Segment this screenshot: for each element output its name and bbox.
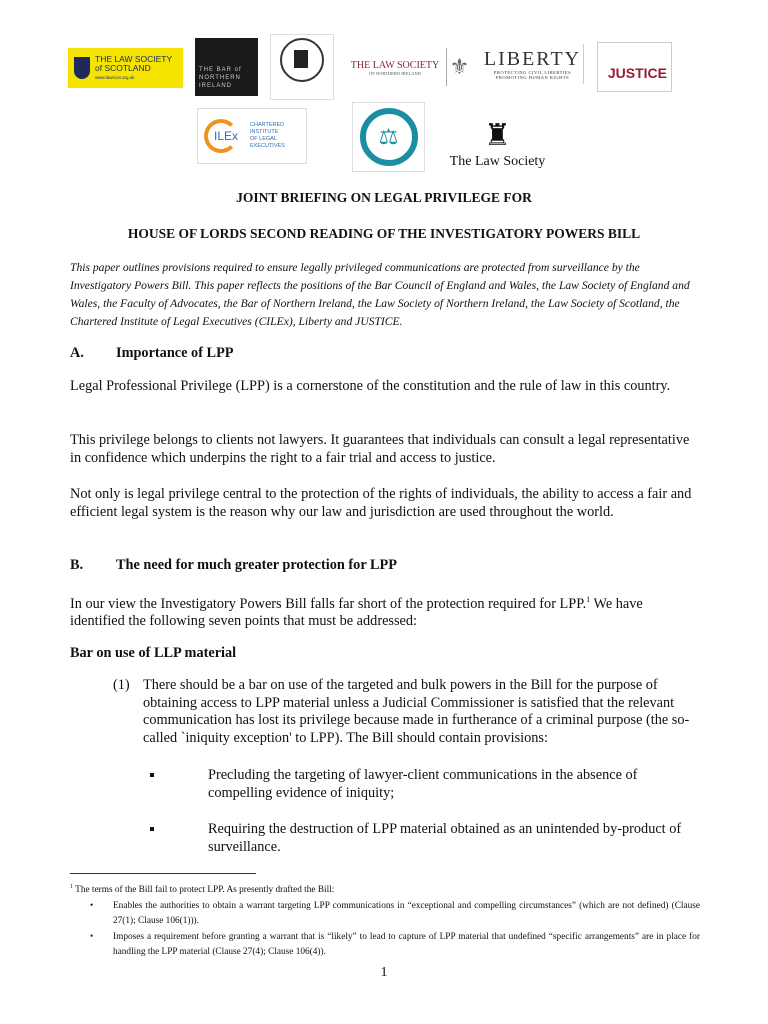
section-number: B.: [70, 557, 84, 573]
faculty-of-advocates-logo: [270, 34, 334, 100]
general-council-bar-logo: [352, 102, 425, 172]
logo-text: OF LEGAL EXECUTIVES: [250, 136, 285, 149]
document-subtitle: HOUSE OF LORDS SECOND READING OF THE INVESTIGATORY POWERS BILL: [127, 226, 641, 241]
paragraph-text: In our view the Investigatory Powers Bill falls far short of the protection required for LPP.: [70, 595, 587, 612]
law-society-ni-logo: [345, 50, 445, 86]
the-law-society-logo: [440, 100, 555, 170]
crest-icon: ⚜: [446, 48, 472, 86]
bullet-icon: •: [90, 900, 94, 911]
section-heading-b: [70, 557, 397, 574]
page-number: 1: [380, 965, 388, 980]
logo-text: PROMOTING HUMAN RIGHTS: [495, 75, 570, 80]
subheading: Bar on use of LLP material: [70, 645, 237, 661]
logo-text: PROTECTING CIVIL LIBERTIES: [493, 70, 572, 75]
footnote-bullet: [70, 899, 700, 930]
bullet-icon: •: [90, 931, 94, 942]
logo-text: The Law Society: [449, 154, 546, 169]
logo-text: of SCOTLAND: [95, 62, 151, 73]
liberty-logo: [482, 44, 584, 84]
logo-text: JUSTICE: [607, 65, 667, 81]
footnote-bullet: [70, 930, 700, 961]
bullet-text: Requiring the destruction of LPP material obtained as an unintended by-product of surveillance.: [208, 821, 682, 855]
paragraph: This privilege belongs to clients not lawyers. It guarantees that individuals can consult a legal representative in confidence which underpins the right to a fair trial and access to justice.: [70, 432, 690, 466]
section-number: A.: [70, 345, 84, 361]
paragraph: Legal Professional Privilege (LPP) is a cornerstone of the constitution and the rule of law in this country.: [70, 378, 671, 394]
seal-icon: [280, 38, 324, 82]
bullet-item: [150, 821, 700, 856]
footnote-bullet-text: Enables the authorities to obtain a warrant targeting LPP communications in “exceptional and compelling circumstances” (which are not defined) (Clause 27(1); Clause 106(1))).: [113, 900, 700, 927]
cilex-logo: [197, 108, 307, 164]
bullet-item: [150, 767, 700, 802]
logo-url: www.lawscot.org.uk: [95, 74, 135, 80]
scales-icon: ⚖: [360, 108, 418, 166]
footnote-number: 1: [70, 884, 73, 890]
paragraph: Not only is legal privilege central to the protection of the rights of individuals, the ability to access a fair and efficient legal system is the reason why our law and jurisdiction are used throughout the world.: [70, 486, 692, 520]
logo-text: THE BAR of: [199, 67, 242, 73]
logo-text: NORTHERN: [199, 75, 241, 81]
law-society-scotland-logo: [68, 48, 183, 88]
footnote-text: The terms of the Bill fail to protect LPP. As presently drafted the Bill:: [75, 885, 335, 896]
item-text: There should be a bar on use of the targeted and bulk powers in the Bill for the purpose of obtaining access to LPP material unless a Judicial Commissioner is satisfied that the relevant communication has lost its privilege because made in furtherance of a criminal purpose (the so-called `iniquity exception' to LPP). The Bill should contain provisions:: [143, 677, 690, 746]
footnote-reference[interactable]: 1: [586, 595, 591, 604]
logo-text: LIBERTY: [483, 48, 582, 70]
paragraph: [70, 591, 700, 631]
bullet-text: Precluding the targeting of lawyer-client communications in the absence of compelling evidence of iniquity;: [208, 767, 638, 801]
shield-icon: [74, 57, 90, 79]
paragraph-text: We have identified the following seven points that must be addressed:: [70, 595, 643, 630]
section-heading-a: [70, 345, 234, 362]
logo-text: IRELAND: [199, 83, 233, 89]
coat-of-arms-icon: ♜: [484, 119, 511, 152]
bullet-icon: [150, 773, 154, 777]
logo-text: OF NORTHERN IRELAND: [369, 71, 421, 76]
document-title: JOINT BRIEFING ON LEGAL PRIVILEGE FOR: [236, 190, 532, 205]
section-title: The need for much greater protection for LPP: [116, 557, 397, 573]
section-title: Importance of LPP: [116, 345, 234, 361]
item-number: (1): [113, 677, 130, 693]
justice-logo: [597, 42, 672, 92]
numbered-item: [113, 677, 703, 747]
footnote: [70, 880, 700, 961]
footnote-divider: [70, 873, 256, 874]
logo-text: THE LAW SOCIETY: [95, 53, 173, 64]
logo-text: CHARTERED INSTITUTE: [250, 122, 285, 135]
logo-text: THE LAW SOCIETY: [350, 60, 440, 71]
bar-northern-ireland-logo: [195, 38, 258, 96]
intro-paragraph: This paper outlines provisions required to ensure legally privileged communications are protected from surveillance by the Investigatory Powers Bill. This paper reflects the positions of the Bar Council of England and Wales, the Law Society of England and Wales, the Faculty of Advocates, the Bar of Northern Ireland, the Law Society of Northern Ireland, the Law Society of Scotland, the Chartered Institute of Legal Executives (CILEx), Liberty and JUSTICE.: [70, 261, 690, 328]
footnote-bullet-text: Imposes a requirement before granting a warrant that is “likely” to lead to capture of LPP material that undefined “specific arrangements” are in place for handling the LPP material (Clause 27(4); Clause 106(4)).: [113, 931, 700, 958]
bullet-icon: [150, 827, 154, 831]
logo-text: ILEx: [214, 129, 239, 143]
